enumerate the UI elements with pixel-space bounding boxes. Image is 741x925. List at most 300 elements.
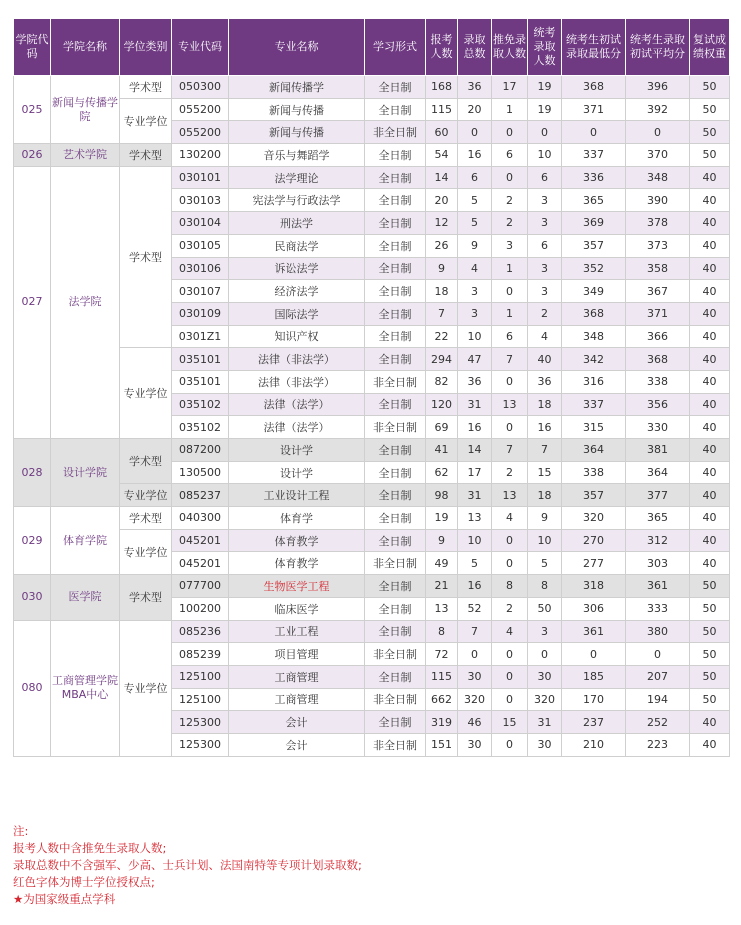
retest-weight: 40 xyxy=(690,507,730,530)
min-score: 315 xyxy=(562,416,626,439)
study-mode: 非全日制 xyxy=(365,552,426,575)
retest-weight: 40 xyxy=(690,348,730,371)
header-min-score: 统考生初试录取最低分 xyxy=(562,19,626,76)
min-score: 352 xyxy=(562,257,626,280)
study-mode: 非全日制 xyxy=(365,370,426,393)
applicants: 8 xyxy=(426,620,458,643)
retest-weight: 40 xyxy=(690,280,730,303)
admission-table xyxy=(13,18,730,757)
major-code: 030107 xyxy=(172,280,229,303)
exempt-admitted: 1 xyxy=(492,98,528,121)
exempt-admitted: 0 xyxy=(492,166,528,189)
table-row xyxy=(14,76,730,99)
min-score: 237 xyxy=(562,711,626,734)
study-mode: 全日制 xyxy=(365,597,426,620)
note-line: ★为国家级重点学科 xyxy=(13,892,116,906)
exam-admitted: 40 xyxy=(528,348,562,371)
study-mode: 全日制 xyxy=(365,280,426,303)
major-code: 085236 xyxy=(172,620,229,643)
study-mode: 全日制 xyxy=(365,393,426,416)
exam-admitted: 0 xyxy=(528,643,562,666)
avg-score: 252 xyxy=(626,711,690,734)
college-name: 医学院 xyxy=(51,575,120,620)
applicants: 54 xyxy=(426,144,458,167)
major-name: 音乐与舞蹈学 xyxy=(229,144,365,167)
major-name: 会计 xyxy=(229,733,365,756)
exempt-admitted: 0 xyxy=(492,665,528,688)
study-mode: 全日制 xyxy=(365,98,426,121)
admitted-total: 4 xyxy=(458,257,492,280)
major-code: 030104 xyxy=(172,212,229,235)
applicants: 115 xyxy=(426,665,458,688)
applicants: 168 xyxy=(426,76,458,99)
min-score: 210 xyxy=(562,733,626,756)
admitted-total: 17 xyxy=(458,461,492,484)
min-score: 0 xyxy=(562,121,626,144)
retest-weight: 40 xyxy=(690,529,730,552)
exam-admitted: 3 xyxy=(528,280,562,303)
major-code: 030105 xyxy=(172,234,229,257)
study-mode: 全日制 xyxy=(365,439,426,462)
exempt-admitted: 4 xyxy=(492,620,528,643)
table-row xyxy=(14,620,730,643)
major-code: 030103 xyxy=(172,189,229,212)
retest-weight: 50 xyxy=(690,98,730,121)
major-code: 087200 xyxy=(172,439,229,462)
major-code: 085237 xyxy=(172,484,229,507)
exempt-admitted: 0 xyxy=(492,280,528,303)
header-avg-score: 统考生录取初试平均分 xyxy=(626,19,690,76)
admitted-total: 16 xyxy=(458,144,492,167)
avg-score: 368 xyxy=(626,348,690,371)
major-name: 法律（法学） xyxy=(229,393,365,416)
table-row xyxy=(14,98,730,121)
avg-score: 207 xyxy=(626,665,690,688)
exam-admitted: 16 xyxy=(528,416,562,439)
retest-weight: 40 xyxy=(690,370,730,393)
major-name: 知识产权 xyxy=(229,325,365,348)
exam-admitted: 9 xyxy=(528,507,562,530)
college-code: 026 xyxy=(14,144,51,167)
major-code: 035102 xyxy=(172,416,229,439)
major-name: 体育教学 xyxy=(229,552,365,575)
exempt-admitted: 2 xyxy=(492,212,528,235)
min-score: 320 xyxy=(562,507,626,530)
avg-score: 371 xyxy=(626,302,690,325)
table-row xyxy=(14,348,730,371)
note-title: 注: xyxy=(13,824,29,838)
applicants: 26 xyxy=(426,234,458,257)
admitted-total: 16 xyxy=(458,575,492,598)
retest-weight: 50 xyxy=(690,620,730,643)
major-name: 设计学 xyxy=(229,439,365,462)
exam-admitted: 6 xyxy=(528,234,562,257)
avg-score: 378 xyxy=(626,212,690,235)
applicants: 151 xyxy=(426,733,458,756)
exam-admitted: 15 xyxy=(528,461,562,484)
study-mode: 全日制 xyxy=(365,144,426,167)
retest-weight: 40 xyxy=(690,257,730,280)
avg-score: 381 xyxy=(626,439,690,462)
min-score: 361 xyxy=(562,620,626,643)
exempt-admitted: 7 xyxy=(492,348,528,371)
min-score: 337 xyxy=(562,393,626,416)
major-code: 130200 xyxy=(172,144,229,167)
admitted-total: 0 xyxy=(458,121,492,144)
min-score: 342 xyxy=(562,348,626,371)
min-score: 318 xyxy=(562,575,626,598)
min-score: 185 xyxy=(562,665,626,688)
header-exam-admitted: 统考录取人数 xyxy=(528,19,562,76)
applicants: 120 xyxy=(426,393,458,416)
avg-score: 333 xyxy=(626,597,690,620)
study-mode: 非全日制 xyxy=(365,416,426,439)
college-code: 080 xyxy=(14,620,51,756)
major-code: 045201 xyxy=(172,552,229,575)
applicants: 21 xyxy=(426,575,458,598)
exam-admitted: 2 xyxy=(528,302,562,325)
major-name: 民商法学 xyxy=(229,234,365,257)
header-exempt-admitted: 推免录取人数 xyxy=(492,19,528,76)
min-score: 306 xyxy=(562,597,626,620)
study-mode: 全日制 xyxy=(365,484,426,507)
degree-type: 学术型 xyxy=(120,76,172,99)
applicants: 12 xyxy=(426,212,458,235)
applicants: 60 xyxy=(426,121,458,144)
min-score: 336 xyxy=(562,166,626,189)
admitted-total: 52 xyxy=(458,597,492,620)
min-score: 170 xyxy=(562,688,626,711)
avg-score: 365 xyxy=(626,507,690,530)
admitted-total: 31 xyxy=(458,484,492,507)
avg-score: 373 xyxy=(626,234,690,257)
table-row xyxy=(14,166,730,189)
exam-admitted: 320 xyxy=(528,688,562,711)
major-name: 工业工程 xyxy=(229,620,365,643)
retest-weight: 40 xyxy=(690,733,730,756)
header-degree-type: 学位类别 xyxy=(120,19,172,76)
degree-type: 学术型 xyxy=(120,144,172,167)
major-code: 030109 xyxy=(172,302,229,325)
exam-admitted: 8 xyxy=(528,575,562,598)
min-score: 348 xyxy=(562,325,626,348)
avg-score: 358 xyxy=(626,257,690,280)
admitted-total: 320 xyxy=(458,688,492,711)
major-name: 法学理论 xyxy=(229,166,365,189)
exam-admitted: 31 xyxy=(528,711,562,734)
retest-weight: 40 xyxy=(690,711,730,734)
applicants: 7 xyxy=(426,302,458,325)
admitted-total: 31 xyxy=(458,393,492,416)
degree-type: 专业学位 xyxy=(120,484,172,507)
applicants: 115 xyxy=(426,98,458,121)
degree-type: 学术型 xyxy=(120,166,172,348)
min-score: 337 xyxy=(562,144,626,167)
min-score: 365 xyxy=(562,189,626,212)
exempt-admitted: 2 xyxy=(492,461,528,484)
college-name: 设计学院 xyxy=(51,439,120,507)
retest-weight: 40 xyxy=(690,166,730,189)
retest-weight: 50 xyxy=(690,597,730,620)
exempt-admitted: 0 xyxy=(492,529,528,552)
min-score: 0 xyxy=(562,643,626,666)
degree-type: 专业学位 xyxy=(120,348,172,439)
study-mode: 全日制 xyxy=(365,711,426,734)
avg-score: 370 xyxy=(626,144,690,167)
exam-admitted: 18 xyxy=(528,393,562,416)
major-name: 新闻传播学 xyxy=(229,76,365,99)
exempt-admitted: 15 xyxy=(492,711,528,734)
header-retest-weight: 复试成绩权重 xyxy=(690,19,730,76)
applicants: 13 xyxy=(426,597,458,620)
applicants: 319 xyxy=(426,711,458,734)
applicants: 18 xyxy=(426,280,458,303)
retest-weight: 40 xyxy=(690,302,730,325)
exempt-admitted: 8 xyxy=(492,575,528,598)
notes xyxy=(13,823,362,908)
major-name: 法律（非法学） xyxy=(229,370,365,393)
major-code: 045201 xyxy=(172,529,229,552)
major-code: 125100 xyxy=(172,688,229,711)
applicants: 9 xyxy=(426,529,458,552)
study-mode: 全日制 xyxy=(365,529,426,552)
study-mode: 全日制 xyxy=(365,189,426,212)
study-mode: 非全日制 xyxy=(365,733,426,756)
exempt-admitted: 2 xyxy=(492,597,528,620)
table-row xyxy=(14,575,730,598)
major-name: 设计学 xyxy=(229,461,365,484)
retest-weight: 40 xyxy=(690,325,730,348)
exempt-admitted: 2 xyxy=(492,189,528,212)
applicants: 82 xyxy=(426,370,458,393)
major-code: 125300 xyxy=(172,733,229,756)
exam-admitted: 3 xyxy=(528,257,562,280)
min-score: 316 xyxy=(562,370,626,393)
degree-type: 专业学位 xyxy=(120,620,172,756)
admitted-total: 30 xyxy=(458,733,492,756)
exam-admitted: 5 xyxy=(528,552,562,575)
table-row xyxy=(14,439,730,462)
admitted-total: 7 xyxy=(458,620,492,643)
major-name: 工商管理 xyxy=(229,688,365,711)
admitted-total: 14 xyxy=(458,439,492,462)
admitted-total: 0 xyxy=(458,643,492,666)
header-applicants: 报考人数 xyxy=(426,19,458,76)
admitted-total: 36 xyxy=(458,76,492,99)
avg-score: 377 xyxy=(626,484,690,507)
avg-score: 348 xyxy=(626,166,690,189)
study-mode: 全日制 xyxy=(365,665,426,688)
min-score: 277 xyxy=(562,552,626,575)
exempt-admitted: 13 xyxy=(492,484,528,507)
min-score: 364 xyxy=(562,439,626,462)
retest-weight: 50 xyxy=(690,121,730,144)
major-code: 050300 xyxy=(172,76,229,99)
applicants: 69 xyxy=(426,416,458,439)
major-name: 经济法学 xyxy=(229,280,365,303)
header-major-name: 专业名称 xyxy=(229,19,365,76)
study-mode: 全日制 xyxy=(365,166,426,189)
study-mode: 非全日制 xyxy=(365,643,426,666)
applicants: 49 xyxy=(426,552,458,575)
exempt-admitted: 0 xyxy=(492,552,528,575)
major-code: 0301Z1 xyxy=(172,325,229,348)
degree-type: 学术型 xyxy=(120,575,172,620)
college-code: 027 xyxy=(14,166,51,438)
study-mode: 全日制 xyxy=(365,575,426,598)
applicants: 41 xyxy=(426,439,458,462)
major-name: 法律（法学） xyxy=(229,416,365,439)
avg-score: 390 xyxy=(626,189,690,212)
retest-weight: 40 xyxy=(690,439,730,462)
applicants: 294 xyxy=(426,348,458,371)
exam-admitted: 7 xyxy=(528,439,562,462)
study-mode: 全日制 xyxy=(365,461,426,484)
avg-score: 338 xyxy=(626,370,690,393)
retest-weight: 50 xyxy=(690,76,730,99)
exempt-admitted: 0 xyxy=(492,370,528,393)
study-mode: 全日制 xyxy=(365,507,426,530)
avg-score: 380 xyxy=(626,620,690,643)
min-score: 369 xyxy=(562,212,626,235)
retest-weight: 40 xyxy=(690,189,730,212)
retest-weight: 50 xyxy=(690,643,730,666)
major-name: 诉讼法学 xyxy=(229,257,365,280)
header-study-mode: 学习形式 xyxy=(365,19,426,76)
major-name: 体育教学 xyxy=(229,529,365,552)
admitted-total: 5 xyxy=(458,552,492,575)
table-body xyxy=(14,76,730,757)
retest-weight: 40 xyxy=(690,461,730,484)
admitted-total: 36 xyxy=(458,370,492,393)
major-name: 体育学 xyxy=(229,507,365,530)
avg-score: 312 xyxy=(626,529,690,552)
major-code: 055200 xyxy=(172,121,229,144)
major-name: 刑法学 xyxy=(229,212,365,235)
exempt-admitted: 3 xyxy=(492,234,528,257)
min-score: 368 xyxy=(562,76,626,99)
retest-weight: 50 xyxy=(690,144,730,167)
major-name: 新闻与传播 xyxy=(229,121,365,144)
major-code: 077700 xyxy=(172,575,229,598)
admitted-total: 3 xyxy=(458,302,492,325)
major-name: 项目管理 xyxy=(229,643,365,666)
major-name: 工业设计工程 xyxy=(229,484,365,507)
note-line: 报考人数中含推免生录取人数; xyxy=(13,841,167,855)
admitted-total: 46 xyxy=(458,711,492,734)
exam-admitted: 10 xyxy=(528,529,562,552)
applicants: 22 xyxy=(426,325,458,348)
degree-type: 学术型 xyxy=(120,507,172,530)
applicants: 72 xyxy=(426,643,458,666)
exempt-admitted: 1 xyxy=(492,257,528,280)
avg-score: 303 xyxy=(626,552,690,575)
college-name: 法学院 xyxy=(51,166,120,438)
exam-admitted: 4 xyxy=(528,325,562,348)
table-row xyxy=(14,484,730,507)
college-code: 025 xyxy=(14,76,51,144)
retest-weight: 40 xyxy=(690,484,730,507)
major-code: 125300 xyxy=(172,711,229,734)
applicants: 14 xyxy=(426,166,458,189)
major-code: 035101 xyxy=(172,370,229,393)
college-name: 体育学院 xyxy=(51,507,120,575)
major-code: 055200 xyxy=(172,98,229,121)
avg-score: 367 xyxy=(626,280,690,303)
retest-weight: 40 xyxy=(690,234,730,257)
college-name: 新闻与传播学院 xyxy=(51,76,120,144)
exam-admitted: 19 xyxy=(528,76,562,99)
admitted-total: 10 xyxy=(458,325,492,348)
major-code: 130500 xyxy=(172,461,229,484)
major-name: 宪法学与行政法学 xyxy=(229,189,365,212)
retest-weight: 40 xyxy=(690,212,730,235)
major-name: 新闻与传播 xyxy=(229,98,365,121)
min-score: 357 xyxy=(562,234,626,257)
admitted-total: 16 xyxy=(458,416,492,439)
exempt-admitted: 6 xyxy=(492,325,528,348)
admitted-total: 30 xyxy=(458,665,492,688)
avg-score: 330 xyxy=(626,416,690,439)
exam-admitted: 3 xyxy=(528,212,562,235)
exam-admitted: 30 xyxy=(528,665,562,688)
admitted-total: 9 xyxy=(458,234,492,257)
major-name: 法律（非法学） xyxy=(229,348,365,371)
study-mode: 全日制 xyxy=(365,620,426,643)
avg-score: 392 xyxy=(626,98,690,121)
major-code: 035102 xyxy=(172,393,229,416)
applicants: 98 xyxy=(426,484,458,507)
major-name: 会计 xyxy=(229,711,365,734)
admitted-total: 6 xyxy=(458,166,492,189)
min-score: 338 xyxy=(562,461,626,484)
study-mode: 非全日制 xyxy=(365,688,426,711)
major-code: 125100 xyxy=(172,665,229,688)
exam-admitted: 3 xyxy=(528,189,562,212)
study-mode: 全日制 xyxy=(365,348,426,371)
exam-admitted: 18 xyxy=(528,484,562,507)
note-line: 录取总数中不含强军、少高、士兵计划、法国南特等专项计划录取数; xyxy=(13,858,362,872)
exempt-admitted: 4 xyxy=(492,507,528,530)
applicants: 19 xyxy=(426,507,458,530)
exam-admitted: 36 xyxy=(528,370,562,393)
avg-score: 223 xyxy=(626,733,690,756)
major-name: 工商管理 xyxy=(229,665,365,688)
applicants: 9 xyxy=(426,257,458,280)
major-code: 085239 xyxy=(172,643,229,666)
study-mode: 全日制 xyxy=(365,234,426,257)
college-code: 030 xyxy=(14,575,51,620)
degree-type: 专业学位 xyxy=(120,529,172,574)
header-admitted-total: 录取总数 xyxy=(458,19,492,76)
exempt-admitted: 0 xyxy=(492,121,528,144)
table-row xyxy=(14,507,730,530)
avg-score: 194 xyxy=(626,688,690,711)
exempt-admitted: 13 xyxy=(492,393,528,416)
retest-weight: 50 xyxy=(690,688,730,711)
min-score: 270 xyxy=(562,529,626,552)
avg-score: 0 xyxy=(626,643,690,666)
applicants: 62 xyxy=(426,461,458,484)
exam-admitted: 0 xyxy=(528,121,562,144)
table-row xyxy=(14,144,730,167)
major-code: 030106 xyxy=(172,257,229,280)
retest-weight: 50 xyxy=(690,575,730,598)
retest-weight: 50 xyxy=(690,665,730,688)
exam-admitted: 10 xyxy=(528,144,562,167)
min-score: 371 xyxy=(562,98,626,121)
major-code: 030101 xyxy=(172,166,229,189)
